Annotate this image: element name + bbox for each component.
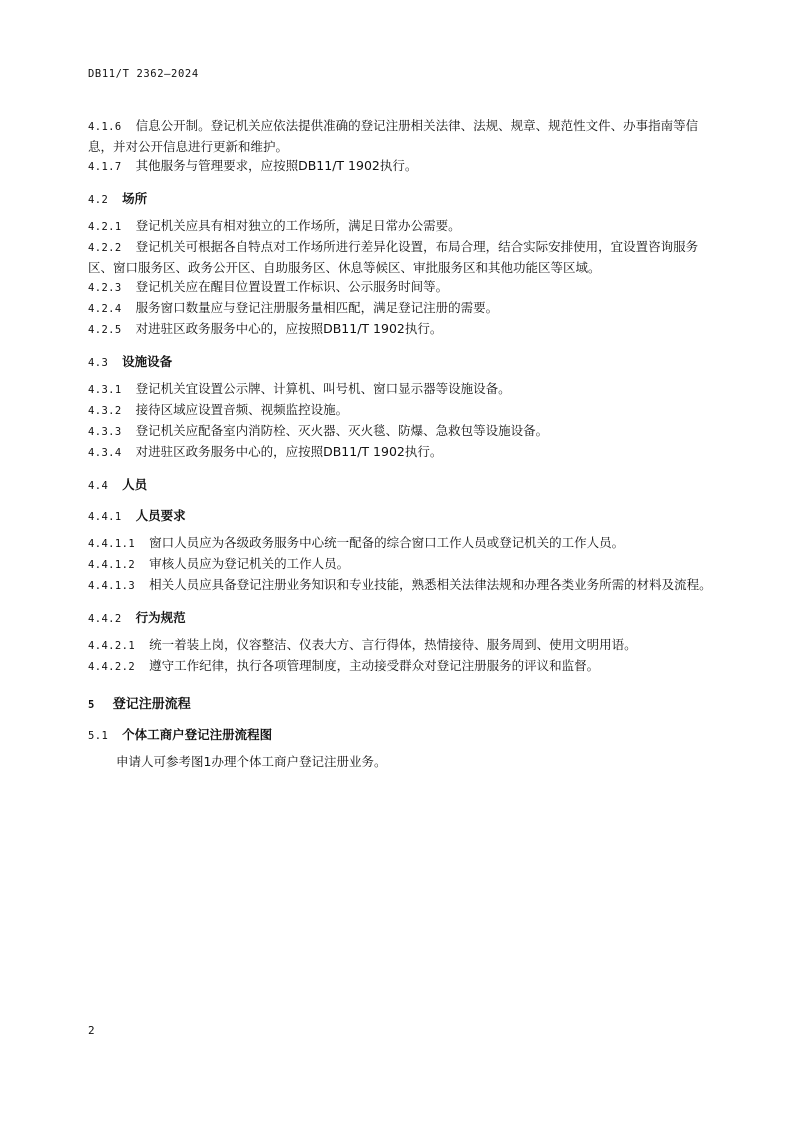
clause-text: 服务窗口数量应与登记注册服务量相匹配，满足登记注册的需要。 — [135, 300, 499, 315]
section-heading-4-4-2 — [88, 608, 716, 629]
section-title: 人员要求 — [135, 508, 186, 523]
clause-number: 4.4.2.1 — [88, 640, 136, 652]
clause-4-1-7 — [88, 156, 716, 177]
section-number: 4.4.1 — [88, 511, 122, 523]
clause-number: 4.2.3 — [88, 282, 122, 294]
section-title: 人员 — [122, 477, 148, 492]
clause-text: 接待区域应设置音频、视频监控设施。 — [135, 402, 349, 417]
section-number: 4.2 — [88, 194, 109, 206]
clause-number: 4.2.1 — [88, 221, 122, 233]
clause-4-3-2 — [88, 400, 716, 421]
clause-4-3-3 — [88, 421, 716, 442]
clause-text: 相关人员应具备登记注册业务知识和专业技能，熟悉相关法律法规和办理各类业务所需的材料及流程。 — [149, 577, 712, 592]
clause-4-4-1-3 — [88, 575, 716, 596]
section-heading-5-1 — [88, 725, 716, 746]
clause-number: 4.4.2.2 — [88, 661, 136, 673]
clause-text: 窗口人员应为各级政务服务中心统一配备的综合窗口工作人员或登记机关的工作人员。 — [149, 535, 625, 550]
clause-4-2-1 — [88, 216, 716, 237]
clause-4-2-5 — [88, 319, 716, 340]
section-title: 场所 — [122, 191, 148, 206]
chapter-heading-5 — [88, 695, 716, 715]
clause-number: 4.3.1 — [88, 384, 122, 396]
clause-text: 登记机关宜设置公示牌、计算机、叫号机、窗口显示器等设施设备。 — [135, 381, 511, 396]
section-number: 4.4.2 — [88, 613, 122, 625]
clause-text: 对进驻区政务服务中心的，应按照DB11/T 1902执行。 — [135, 321, 443, 336]
clause-4-2-4 — [88, 298, 716, 319]
clause-4-4-1-2 — [88, 554, 716, 575]
clause-number: 4.2.5 — [88, 324, 122, 336]
section-number: 4.4 — [88, 480, 109, 492]
clause-text: 对进驻区政务服务中心的，应按照DB11/T 1902执行。 — [135, 444, 443, 459]
section-heading-4-4-1 — [88, 506, 716, 527]
section-heading-4-3 — [88, 352, 716, 373]
clause-4-4-1-1 — [88, 533, 716, 554]
clause-text: 登记机关可根据各自特点对工作场所进行差异化设置，布局合理，结合实际安排使用，宜设置咨询服务区、窗口服务区、政务公开区、自助服务区、休息等候区、审批服务区和其他功能区等区域。 — [88, 239, 699, 275]
section-number: 5.1 — [88, 730, 109, 742]
clause-number: 4.4.1.2 — [88, 559, 136, 571]
clause-number: 4.4.1.3 — [88, 580, 136, 592]
clause-text: 遵守工作纪律，执行各项管理制度，主动接受群众对登记注册服务的评议和监督。 — [149, 658, 600, 673]
clause-text: 登记机关应在醒目位置设置工作标识、公示服务时间等。 — [135, 279, 449, 294]
clause-text: 统一着装上岗，仪容整洁、仪表大方、言行得体，热情接待、服务周到、使用文明用语。 — [149, 637, 637, 652]
clause-number: 4.2.2 — [88, 242, 122, 254]
clause-number: 4.1.6 — [88, 121, 122, 133]
clause-4-2-3 — [88, 277, 716, 298]
chapter-title: 登记注册流程 — [112, 697, 191, 712]
clause-text: 登记机关应配备室内消防栓、灭火器、灭火毯、防爆、急救包等设施设备。 — [135, 423, 549, 438]
section-heading-4-4 — [88, 475, 716, 496]
document-header: DB11/T 2362—2024 — [88, 68, 199, 80]
section-title: 行为规范 — [135, 610, 186, 625]
clause-number: 4.3.2 — [88, 405, 122, 417]
clause-text: 其他服务与管理要求，应按照DB11/T 1902执行。 — [135, 158, 418, 173]
clause-4-3-4 — [88, 442, 716, 463]
section-heading-4-2 — [88, 189, 716, 210]
section-title: 设施设备 — [122, 354, 173, 369]
section-number: 4.3 — [88, 357, 109, 369]
clause-number: 4.4.1.1 — [88, 538, 136, 550]
paragraph-5-1: 申请人可参考图1办理个体工商户登记注册业务。 — [116, 754, 387, 769]
clause-4-3-1 — [88, 379, 716, 400]
clause-number: 4.3.4 — [88, 447, 122, 459]
clause-text: 信息公开制。登记机关应依法提供准确的登记注册相关法律、法规、规章、规范性文件、办事指南等信息，并对公开信息进行更新和维护。 — [88, 118, 699, 154]
clause-4-2-2 — [88, 237, 716, 277]
clause-4-1-6 — [88, 116, 716, 156]
clause-number: 4.1.7 — [88, 161, 122, 173]
section-title: 个体工商户登记注册流程图 — [122, 727, 273, 742]
clause-4-4-2-1 — [88, 635, 716, 656]
document-body — [88, 116, 716, 771]
chapter-number: 5 — [88, 699, 95, 711]
page-number: 2 — [88, 1024, 95, 1037]
clause-number: 4.2.4 — [88, 303, 122, 315]
clause-number: 4.3.3 — [88, 426, 122, 438]
clause-text: 登记机关应具有相对独立的工作场所，满足日常办公需要。 — [135, 218, 461, 233]
clause-4-4-2-2 — [88, 656, 716, 677]
clause-text: 审核人员应为登记机关的工作人员。 — [149, 556, 350, 571]
